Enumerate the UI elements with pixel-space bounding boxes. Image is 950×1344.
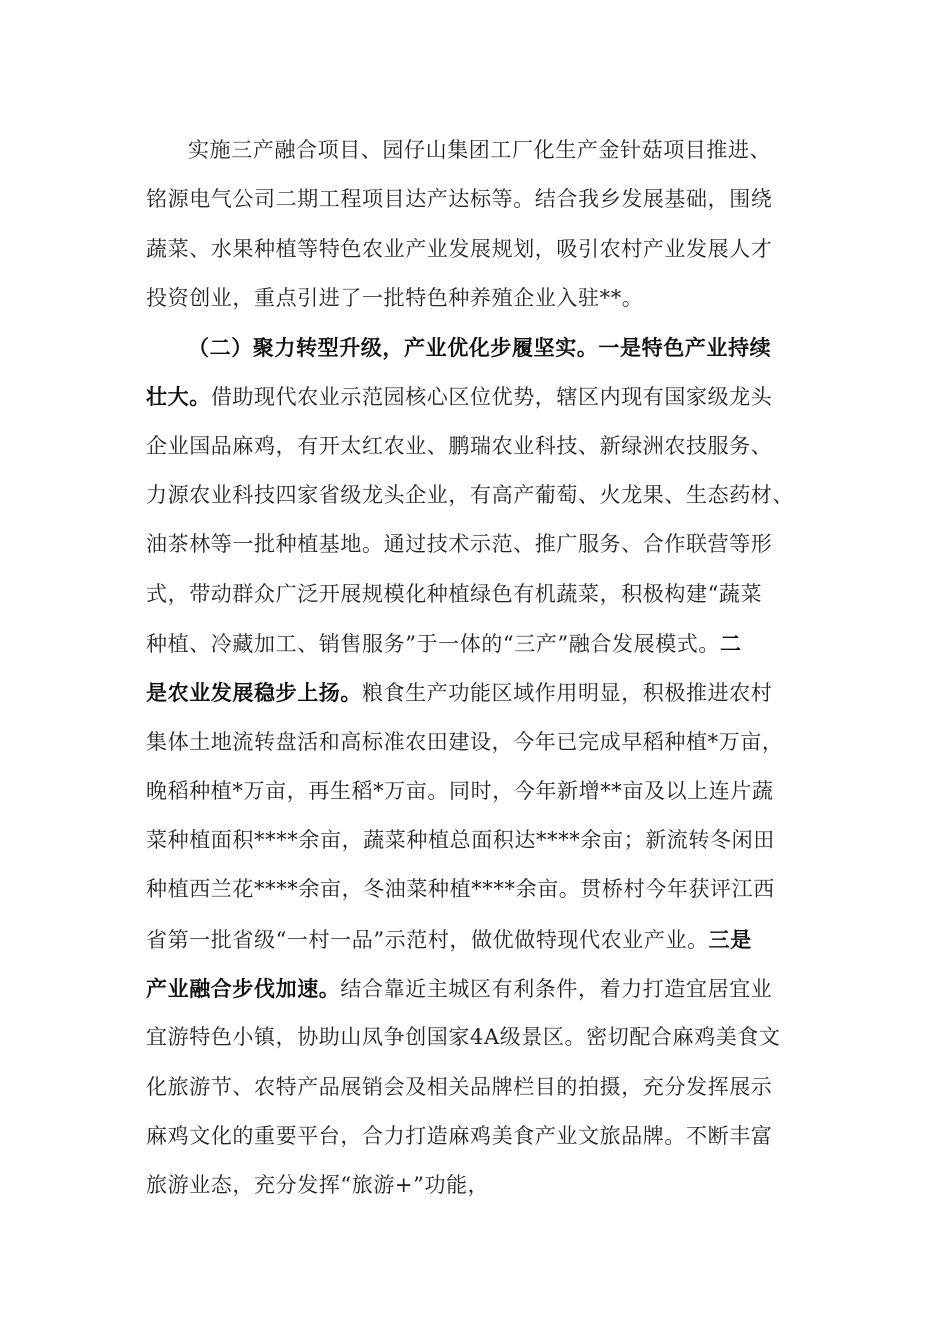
text-run: 企业国品麻鸡，有开太红农业、鹏瑞农业科技、新绿洲农技服务、 — [146, 433, 773, 458]
text-line — [146, 1112, 826, 1161]
text-run: 宜游特色小镇，协助山凤争创国家4A级景区。密切配合麻鸡美食文 — [146, 1025, 781, 1050]
text-line — [146, 767, 826, 816]
text-run: 种植、冷藏加工、销售服务”于一体的“三产”融合发展模式。 — [146, 631, 721, 656]
text-run: 旅游业态，充分发挥“旅游+”功能， — [146, 1173, 490, 1198]
text-line — [146, 1063, 826, 1112]
text-line — [146, 619, 826, 668]
text-line — [146, 570, 826, 619]
text-line — [146, 274, 826, 323]
text-run: 省第一批省级“一村一品”示范村，做优做特现代农业产业。 — [146, 927, 709, 952]
bold-text-run: （二）聚力转型升级，产业优化步履坚实。一是特色产业持续 — [188, 335, 772, 361]
text-line — [146, 1013, 826, 1062]
text-line — [146, 175, 826, 224]
text-line — [146, 865, 826, 914]
section-heading-line — [146, 323, 826, 372]
text-line — [146, 964, 826, 1013]
text-line — [146, 668, 826, 717]
text-line — [146, 1161, 826, 1210]
text-line — [146, 718, 826, 767]
text-run: 借助现代农业示范园核心区位优势，辖区内现有国家级龙头 — [210, 385, 773, 410]
text-run: 式，带动群众广泛开展规模化种植绿色有机蔬菜，积极构建“蔬菜 — [146, 581, 763, 606]
text-run: 投资创业，重点引进了一批特色种养殖企业入驻**。 — [146, 285, 644, 310]
text-run: 结合靠近主城区有利条件，着力打造宜居宜业 — [340, 977, 773, 1002]
bold-text-run: 三是 — [708, 926, 752, 952]
text-line — [146, 520, 826, 569]
bold-text-run: 产业融合步伐加速。 — [146, 976, 341, 1002]
bold-text-run: 是农业发展稳步上扬。 — [146, 680, 362, 706]
text-run: 力源农业科技四家省级龙头企业，有高产葡萄、火龙果、生态药材、 — [146, 483, 794, 508]
text-run: 晚稻种植*万亩，再生稻*万亩。同时，今年新增**亩及以上连片蔬 — [146, 778, 774, 803]
text-line — [146, 471, 826, 520]
text-line — [146, 816, 826, 865]
text-run: 实施三产融合项目、园仔山集团工厂化生产金针菇项目推进、 — [188, 138, 772, 162]
text-run: 蔬菜、水果种植等特色农业产业发展规划，吸引农村产业发展人才 — [146, 236, 773, 261]
text-line — [146, 225, 826, 274]
text-run: 铭源电气公司二期工程项目达产达标等。结合我乡发展基础，围绕 — [146, 187, 773, 212]
text-run: 化旅游节、农特产品展销会及相关品牌栏目的拍摄，充分发挥展示 — [146, 1074, 773, 1099]
text-run: 菜种植面积****余亩，蔬菜种植总面积达****余亩；新流转冬闲田 — [146, 828, 775, 853]
text-run: 麻鸡文化的重要平台，合力打造麻鸡美食产业文旅品牌。不断丰富 — [146, 1123, 773, 1148]
text-run: 种植西兰花****余亩，冬油菜种植****余亩。贯桥村今年获评江西 — [146, 877, 775, 902]
text-run: 粮食生产功能区域作用明显，积极推进农村 — [362, 681, 773, 706]
bold-text-run: 二 — [720, 630, 742, 656]
bold-text-run: 壮大。 — [146, 384, 211, 410]
text-line — [146, 372, 826, 421]
text-run: 油茶林等一批种植基地。通过技术示范、推广服务、合作联营等形 — [146, 532, 773, 557]
text-line — [146, 915, 826, 964]
text-line — [146, 422, 826, 471]
body-text — [146, 126, 826, 1211]
text-run: 集体土地流转盘活和高标准农田建设，今年已完成早稻种植*万亩， — [146, 729, 784, 754]
text-line — [146, 126, 826, 175]
